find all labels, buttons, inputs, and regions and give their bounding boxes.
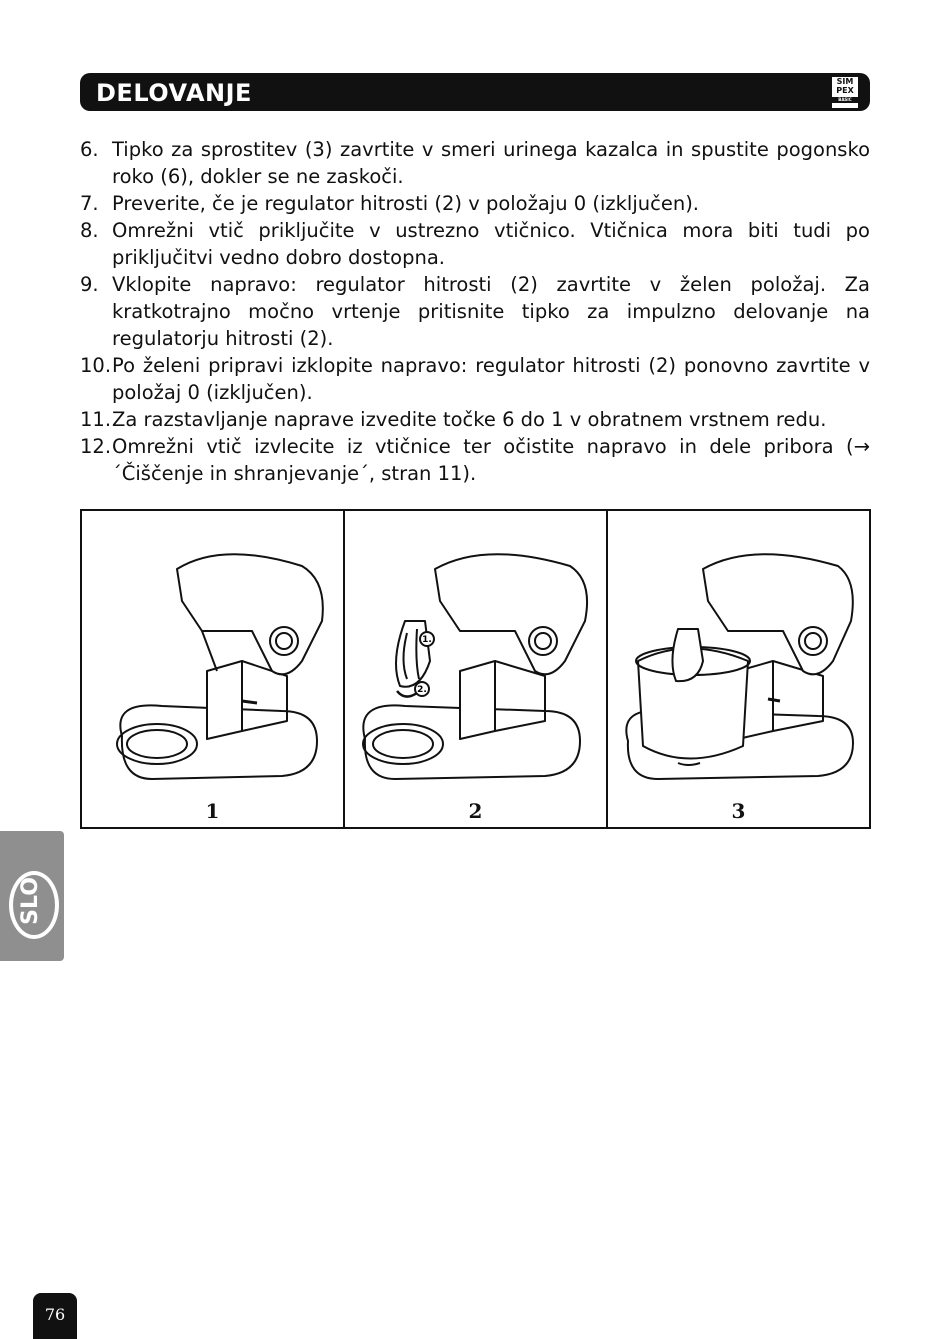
brand-logo-line1: SIM (836, 77, 854, 86)
step-item (80, 352, 870, 406)
step-item (80, 271, 870, 352)
step-item (80, 136, 870, 190)
step-number: 6. (80, 138, 99, 161)
language-tab (0, 831, 64, 961)
language-label: SLO (18, 877, 43, 925)
step-number: 9. (80, 273, 99, 296)
step-text: Po želeni pripravi izklopite napravo: regulator hitrosti (2) ponovno zavrtite v položaj 0 (izključen). (112, 354, 870, 404)
step-item (80, 190, 870, 217)
instruction-steps (80, 136, 870, 487)
step-text: Za razstavljanje naprave izvedite točke 6 do 1 v obratnem vrstnem redu. (112, 408, 827, 431)
mixer-illustration-1 (82, 511, 343, 827)
panel-label: 1 (205, 799, 220, 823)
callout-2: 2. (417, 685, 427, 695)
step-number: 12. (80, 435, 112, 458)
step-number: 10. (80, 354, 112, 377)
brand-logo-line3: BASIC (832, 97, 858, 103)
step-number: 8. (80, 219, 99, 242)
step-number: 11. (80, 408, 112, 431)
step-number: 7. (80, 192, 99, 215)
mixer-illustration-3 (608, 511, 869, 827)
figure-panel-3 (608, 511, 869, 827)
step-item (80, 217, 870, 271)
page-number-tab (33, 1293, 77, 1339)
step-text: Omrežni vtič priključite v ustrezno vtičnico. Vtičnica mora biti tudi po priključitvi vedno dobro dostopna. (112, 219, 870, 269)
step-item (80, 433, 870, 487)
figure-panel-1 (82, 511, 345, 827)
step-item (80, 406, 870, 433)
step-text: Omrežni vtič izvlecite iz vtičnice ter očistite napravo in dele pribora (→ ´Čiščenje in shranjevanje´, stran 11). (112, 435, 870, 485)
panel-label: 2 (468, 799, 483, 823)
step-text: Tipko za sprostitev (3) zavrtite v smeri urinega kazalca in spustite pogonsko roko (6), dokler se ne zaskoči. (112, 138, 870, 188)
section-title: DELOVANJE (96, 79, 252, 107)
mixer-illustration-2 (345, 511, 606, 827)
callout-1: 1. (422, 635, 432, 645)
section-header-bar (80, 73, 870, 111)
brand-logo-line2: PEX (836, 86, 854, 95)
assembly-figure (80, 509, 871, 829)
figure-panel-2 (345, 511, 608, 827)
step-text: Vklopite napravo: regulator hitrosti (2) zavrtite v želen položaj. Za kratkotrajno močno vrtenje pritisnite tipko za impulzno delovanje na regulatorju hitrosti (2). (112, 273, 870, 350)
brand-logo (832, 77, 858, 108)
page-number: 76 (44, 1305, 66, 1324)
step-text: Preverite, če je regulator hitrosti (2) v položaju 0 (izključen). (112, 192, 699, 215)
panel-label: 3 (731, 799, 746, 823)
